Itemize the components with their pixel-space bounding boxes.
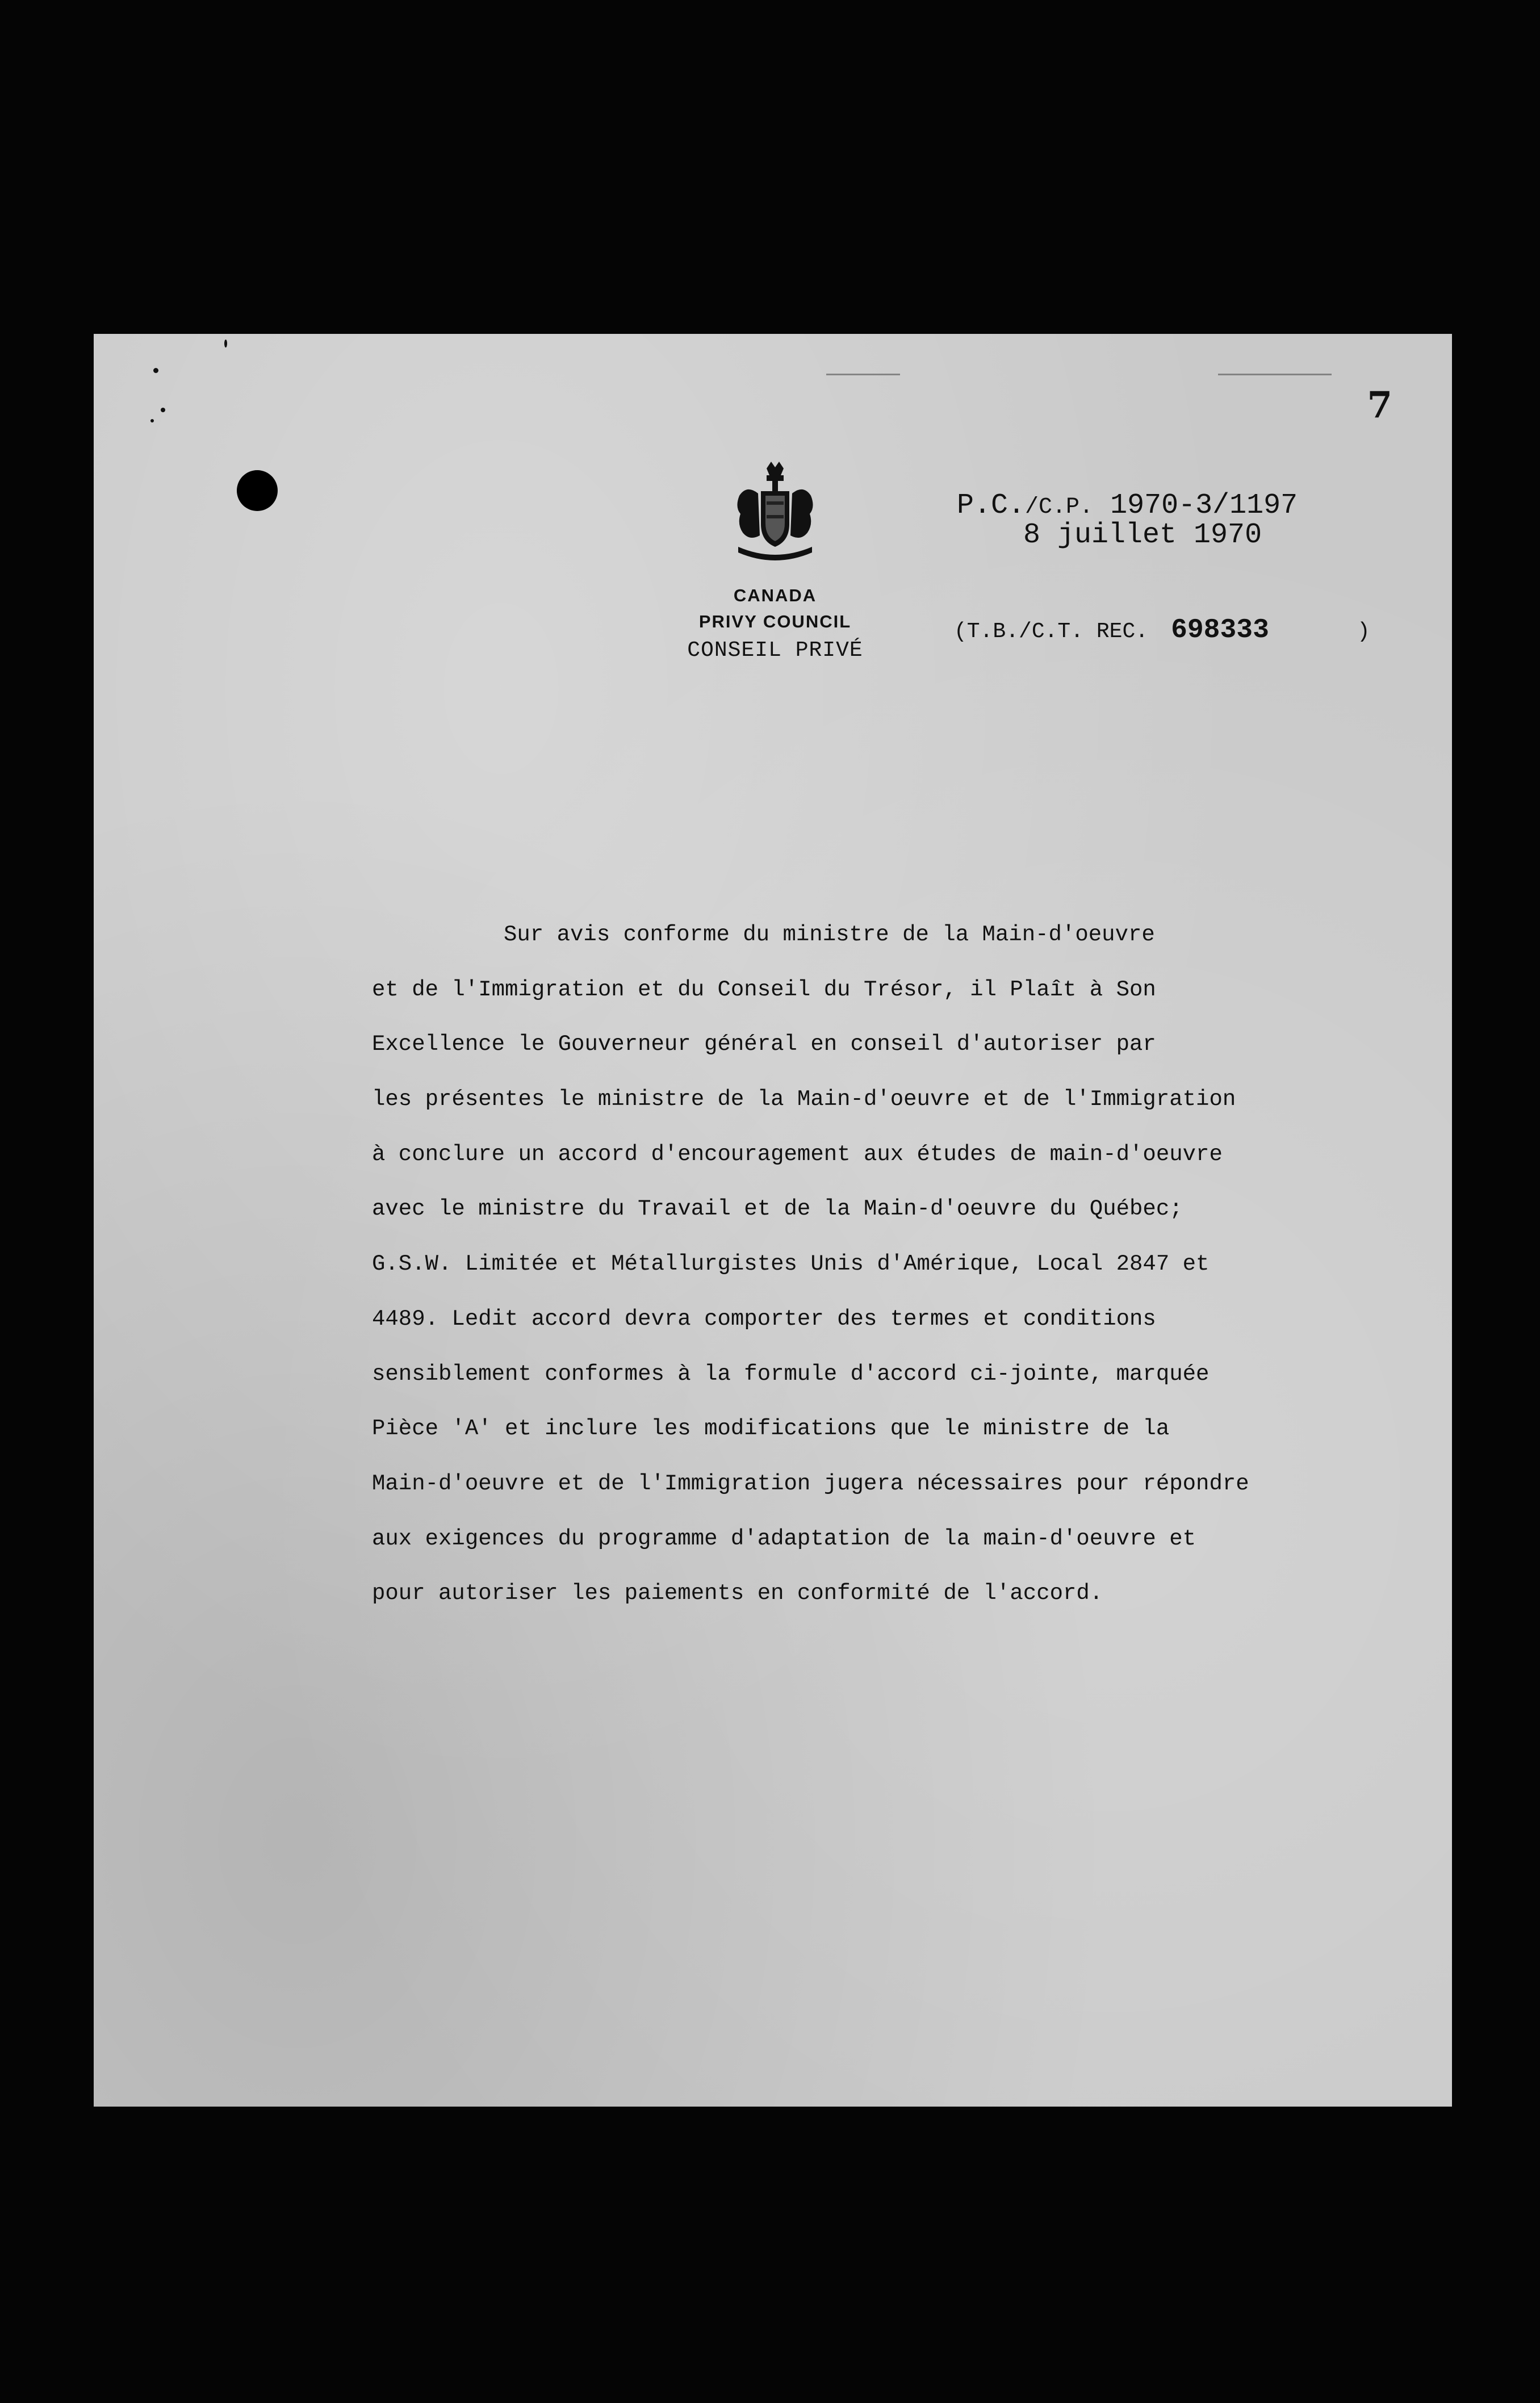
scan-speck	[150, 419, 154, 422]
cp-suffix: /C.P.	[1025, 495, 1094, 520]
scan-artifact-line	[1218, 374, 1332, 375]
punch-hole	[237, 470, 278, 511]
document-page	[94, 334, 1452, 2107]
page-number: 7	[1367, 384, 1392, 426]
body-line: les présentes le ministre de la Main-d'oeuvre et de l'Immigration	[372, 1087, 1236, 1112]
scan-speck	[153, 368, 158, 373]
tb-label: (T.B./C.T. REC.	[954, 619, 1149, 644]
tb-close: )	[1357, 619, 1370, 644]
order-date: 8 juillet 1970	[1023, 519, 1262, 551]
pc-prefix: P.C.	[957, 489, 1026, 522]
pc-number: 1970-3/1197	[1110, 489, 1298, 522]
body-line: avec le ministre du Travail et de la Main-d'oeuvre du Québec;	[372, 1196, 1183, 1222]
body-line: aux exigences du programme d'adaptation de la main-d'oeuvre et	[372, 1526, 1196, 1551]
office-name-english: PRIVY COUNCIL	[698, 612, 852, 631]
coat-of-arms-icon	[733, 462, 818, 570]
country-name: CANADA	[733, 585, 817, 605]
body-line: et de l'Immigration et du Conseil du Trésor, il Plaît à Son	[372, 977, 1156, 1002]
body-line: 4489. Ledit accord devra comporter des termes et conditions	[372, 1306, 1156, 1332]
masthead	[667, 583, 883, 667]
body-line: G.S.W. Limitée et Métallurgistes Unis d'Amérique, Local 2847 et	[372, 1251, 1210, 1277]
body-line: pour autoriser les paiements en conformité de l'accord.	[372, 1581, 1103, 1606]
body-line: sensiblement conformes à la formule d'accord ci-jointe, marquée	[372, 1361, 1210, 1387]
body-line: à conclure un accord d'encouragement aux études de main-d'oeuvre	[372, 1141, 1223, 1167]
scan-speck	[161, 408, 165, 412]
tb-number: 698333	[1171, 615, 1269, 646]
order-body	[372, 907, 1371, 1621]
body-line: Main-d'oeuvre et de l'Immigration jugera nécessaires pour répondre	[372, 1471, 1249, 1496]
body-line: Pièce 'A' et inclure les modifications que le ministre de la	[372, 1416, 1170, 1442]
scan-artifact-line	[826, 374, 900, 375]
order-number	[957, 489, 1298, 522]
office-name-french: CONSEIL PRIVÉ	[687, 638, 863, 663]
scan-speck	[224, 340, 227, 348]
treasury-board-reference	[954, 615, 1370, 646]
body-line: Sur avis conforme du ministre de la Main-d'oeuvre	[504, 922, 1155, 947]
body-line: Excellence le Gouverneur général en conseil d'autoriser par	[372, 1032, 1156, 1057]
